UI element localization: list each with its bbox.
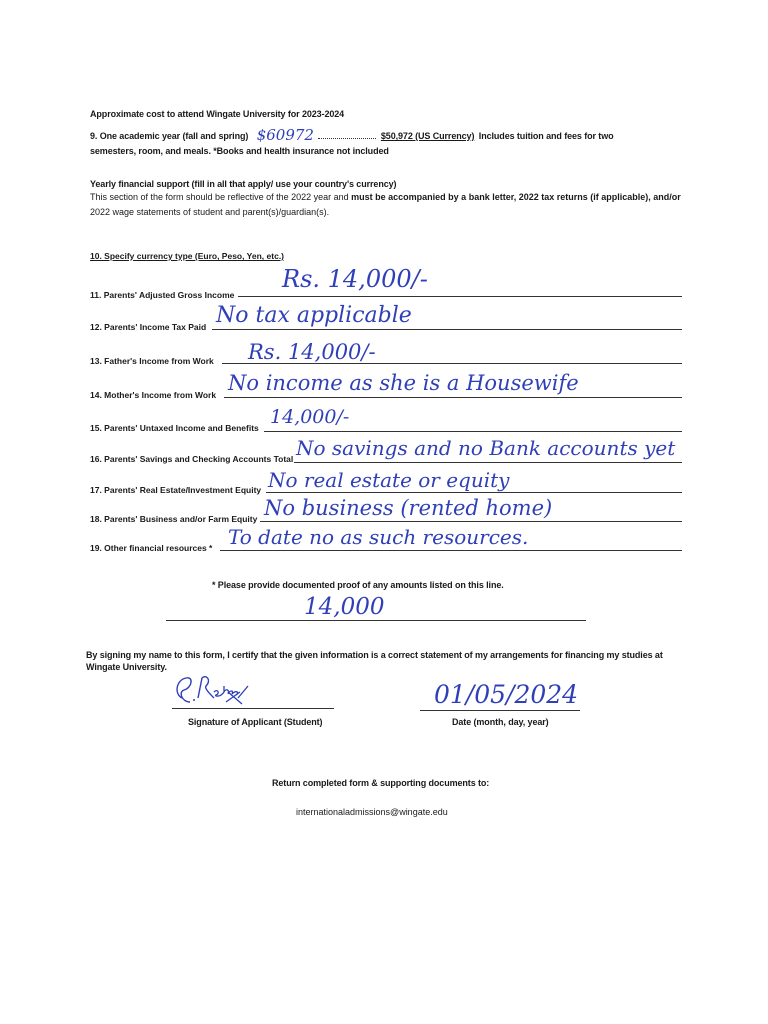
field-17-value[interactable]: No real estate or equity — [268, 468, 510, 492]
date-caption: Date (month, day, year) — [452, 717, 549, 727]
field-18-line — [260, 521, 682, 522]
field-19-label: 19. Other financial resources * — [90, 543, 213, 553]
field-12-label: 12. Parents' Income Tax Paid — [90, 322, 207, 332]
field-13-value[interactable]: Rs. 14,000/- — [248, 340, 376, 364]
field-18-label: 18. Parents' Business and/or Farm Equity — [90, 514, 258, 524]
field-11-value[interactable]: Rs. 14,000/- — [282, 265, 428, 293]
field-11-line — [238, 296, 682, 297]
field-18-value[interactable]: No business (rented home) — [264, 496, 553, 520]
signature-drawing — [168, 668, 258, 710]
signature-caption: Signature of Applicant (Student) — [188, 717, 323, 727]
field-12-value[interactable]: No tax applicable — [216, 303, 412, 328]
support-body-line2: 2022 wage statements of student and parent(s)/guardian(s). — [90, 207, 330, 217]
date-value[interactable]: 01/05/2024 — [434, 680, 579, 709]
field-17-label: 17. Parents' Real Estate/Investment Equity — [90, 485, 262, 495]
return-heading: Return completed form & supporting documents to: — [272, 778, 490, 788]
q9-amount: $50,972 (US Currency) — [380, 131, 475, 141]
page-title: Approximate cost to attend Wingate University for 2023-2024 — [90, 109, 345, 119]
field-14-line — [224, 397, 682, 398]
field-15-line — [264, 431, 682, 432]
field-11-label: 11. Parents' Adjusted Gross Income — [90, 290, 235, 300]
q9-handwritten-amount: $60972 — [256, 126, 314, 144]
total-line — [166, 620, 586, 621]
return-email[interactable]: internationaladmissions@wingate.edu — [296, 807, 448, 817]
certify-line1: By signing my name to this form, I certify that the given information is a correct statement of my arrangements for financing my studies at — [86, 650, 663, 660]
certify-line2: Wingate University. — [86, 662, 167, 672]
support-heading: Yearly financial support (fill in all that apply/ use your country's currency) — [90, 179, 397, 189]
q9-dotted-line — [318, 130, 376, 139]
signature-line — [172, 708, 334, 709]
field-15-label: 15. Parents' Untaxed Income and Benefits — [90, 423, 259, 433]
field-14-value[interactable]: No income as she is a Housewife — [228, 371, 579, 395]
date-line — [420, 710, 580, 711]
field-13-label: 13. Father's Income from Work — [90, 356, 214, 366]
q9-prefix: 9. One academic year (fall and spring) — [90, 131, 249, 141]
field-16-line — [294, 462, 682, 463]
field-19-line — [220, 550, 682, 551]
field-16-label: 16. Parents' Savings and Checking Accounts Total — [90, 454, 294, 464]
field-12-line — [212, 329, 682, 330]
proof-note: * Please provide documented proof of any amounts listed on this line. — [212, 580, 504, 590]
field-17-line — [266, 492, 682, 493]
field-19-value[interactable]: To date no as such resources. — [228, 525, 529, 549]
field-14-label: 14. Mother's Income from Work — [90, 390, 217, 400]
field-15-value[interactable]: 14,000/- — [270, 406, 350, 428]
question-9 — [90, 125, 690, 144]
q9-suffix: Includes tuition and fees for two — [478, 131, 614, 141]
total-handwritten[interactable]: 14,000 — [304, 594, 385, 620]
q9-line2: semesters, room, and meals. *Books and health insurance not included — [90, 146, 389, 156]
support-body-line1: This section of the form should be reflective of the 2022 year and must be accompanied by a bank letter, 2022 tax returns (if applicable), and/or — [90, 192, 681, 202]
field-10-label: 10. Specify currency type (Euro, Peso, Yen, etc.) — [90, 251, 285, 261]
field-16-value[interactable]: No savings and no Bank accounts yet — [296, 436, 676, 460]
